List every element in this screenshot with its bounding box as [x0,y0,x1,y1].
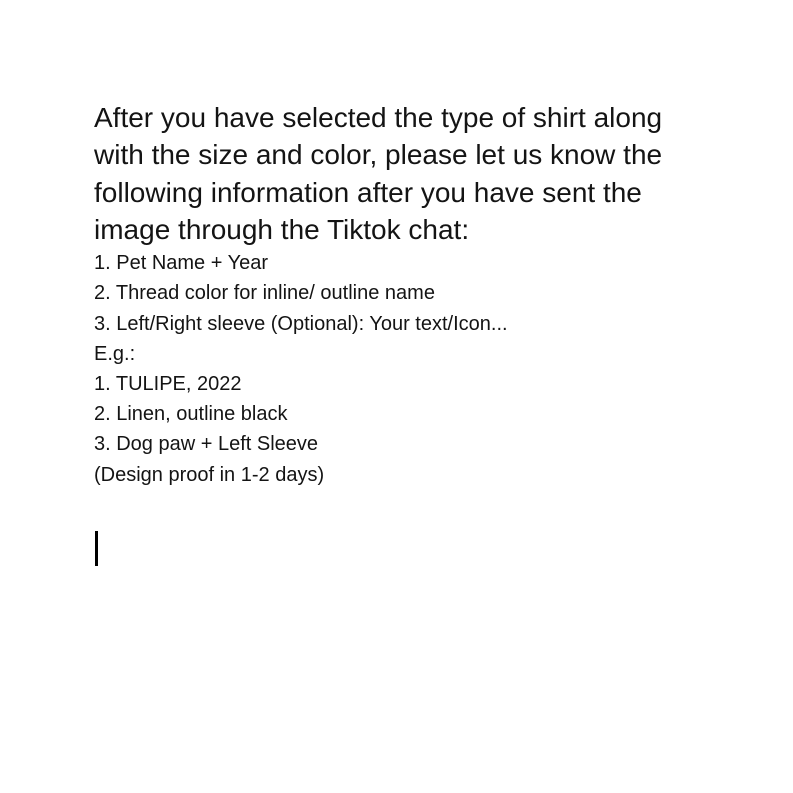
instruction-line: 2. Thread color for inline/ outline name [94,282,435,305]
instruction-line: E.g.: [94,342,136,365]
intro-line: following information after you have sent the [94,176,642,208]
instruction-line: 1. TULIPE, 2022 [94,373,242,395]
intro-paragraph [94,99,662,248]
intro-line: with the size and color, please let us know the [94,139,663,171]
text-cursor-caret [95,531,98,566]
instruction-line: 1. Pet Name + Year [94,252,269,275]
intro-line: image through the Tiktok chat: [94,213,470,245]
instruction-list [94,248,662,490]
instruction-line: (Design proof in 1-2 days) [94,463,325,486]
document-text-block [94,99,662,490]
instruction-line: 3. Dog paw + Left Sleeve [94,433,319,456]
instruction-line: 3. Left/Right sleeve (Optional): Your text/Icon... [94,312,508,335]
intro-line: After you have selected the type of shirt along [94,102,663,133]
instruction-line: 2. Linen, outline black [94,403,288,426]
